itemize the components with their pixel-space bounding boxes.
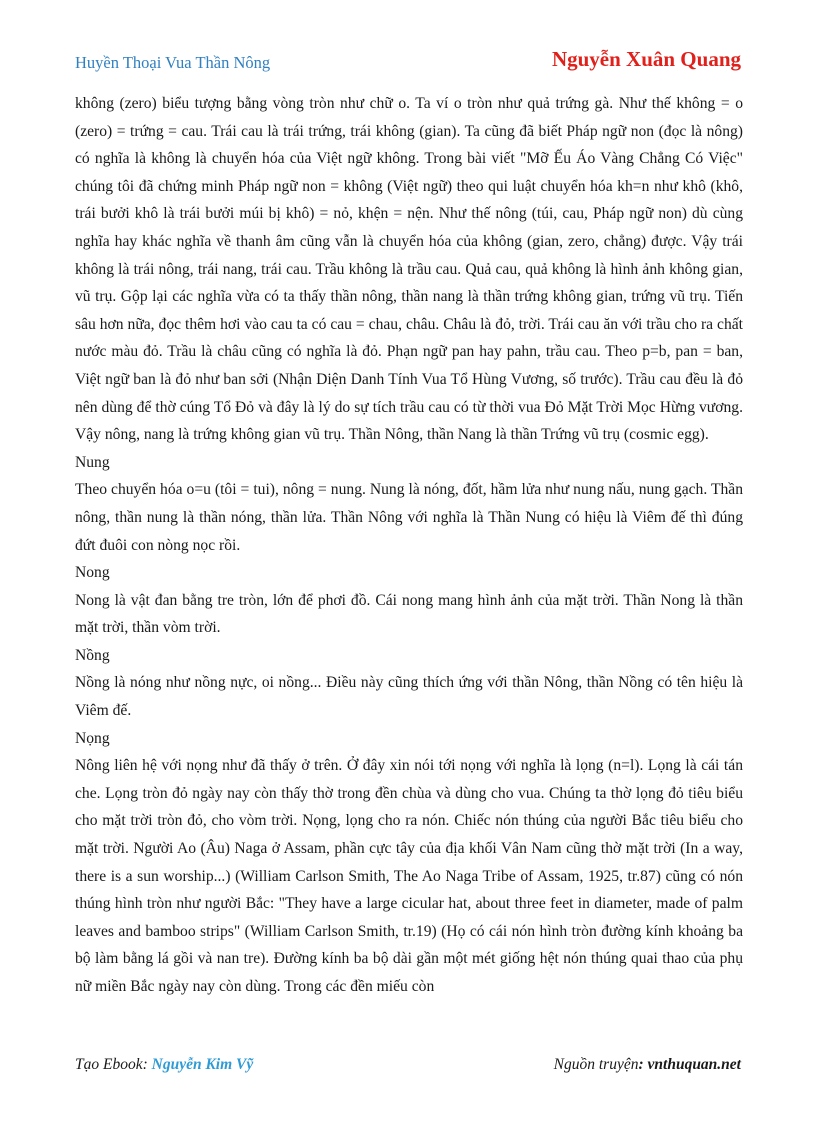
paragraph: không (zero) biểu tượng bằng vòng tròn như chữ o. Ta ví o tròn như quả trứng gà. Như thế không = o (zero) = trứng = cau. Trái cau là trái trứng, trái không (gian). Ta cũng đã biết Pháp ngữ non (đọc là nông) có nghĩa là không là chuyển hóa của Việt ngữ không. Trong bài viết "Mỡ Ếu Áo Vàng Chẳng Có Việc" chúng tôi đã chứng minh Pháp ngữ non = không (Việt ngữ) theo qui luật chuyển hóa kh=n như khô (khô, trái bưởi khô là trái bưởi múi bị khô) = nỏ, khện = nện. Như thế nông (túi, cau, Pháp ngữ non) dù cùng nghĩa hay khác nghĩa về thanh âm cũng vẫn là chuyển hóa của không (gian, zero, chẳng) được. Vậy trái không là trái nông, trái nang, trái cau. Trầu không là trầu cau. Quả cau, quả không là hình ảnh không gian, vũ trụ. Gộp lại các nghĩa vừa có ta thấy thần nông, thần nang là thần trứng không gian, trứng vũ trụ. Tiến sâu hơn nữa, đọc thêm hơi vào cau ta có cau = chau, châu. Châu là đỏ, trời. Trái cau ăn với trầu cho ra chất nước màu đỏ. Trầu là châu cũng có nghĩa là đỏ. Phạn ngữ pan hay pahn, trầu cau. Theo p=b, pan = ban, Việt ngữ ban là đỏ như ban sởi (Nhận Diện Danh Tính Vua Tổ Hùng Vương, số trước). Trầu cau đều là đỏ nên dùng để thờ cúng Tổ Đỏ và đây là lý do sự tích trầu cau có từ thời vua Đỏ Mặt Trời Mọc Hừng vương. Vậy nông, nang là trứng không gian vũ trụ. Thần Nông, thần Nang là thần Trứng vũ trụ (cosmic egg). bbox=[75, 95, 743, 444]
section-heading-nong-nang: Nọng bbox=[75, 729, 110, 747]
paragraph: Theo chuyển hóa o=u (tôi = tui), nông = nung. Nung là nóng, đốt, hầm lửa như nung nấu, nung gạch. Thần nông, thần nung là thần nóng, thần lửa. Thần Nông với nghĩa là Thần Nung có hiệu là Viêm đế thì đúng đứt đuôi con nòng nọc rồi. bbox=[75, 481, 743, 554]
ebook-label: Tạo Ebook bbox=[75, 1056, 143, 1073]
source-label: Nguồn truyện bbox=[553, 1056, 639, 1073]
paragraph: Nông liên hệ với nọng như đã thấy ở trên. Ở đây xin nói tới nọng với nghĩa là lọng (n=l). Lọng là cái tán che. Lọng tròn đỏ ngày nay còn thấy thờ trong đền chùa và dùng cho vua. Chúng ta thờ lọng đỏ tiêu biểu cho mặt trời tròn đỏ, cho vòm trời. Nọng, lọng cho ra nón. Chiếc nón thúng của người Bắc tiêu biểu cho mặt trời. Người Ao (Âu) Naga ở Assam, phần cực tây của địa khối Vân Nam cũng thờ mặt trời (In a way, there is a sun worship...) (William Carlson Smith, The Ao Naga Tribe of Assam, 1925, tr.87) cũng có nón thúng hình tròn như người Bắc: "They have a large cicular hat, about three feet in diameter, made of palm leaves and bamboo strips" (William Carlson Smith, tr.19) (Họ có cái nón hình tròn đường kính khoảng ba bộ làm bằng lá gồi và nan tre). Đường kính ba bộ dài gần một mét giống hệt nón thúng quai thao của phụ nữ miền Bắc ngày nay còn dùng. Trong các đền miếu còn bbox=[75, 757, 743, 995]
section-heading-nung: Nung bbox=[75, 453, 110, 471]
ebook-author: Nguyễn Kim Vỹ bbox=[151, 1056, 254, 1073]
section-heading-nong-huyen: Nồng bbox=[75, 646, 110, 664]
section-heading-nong: Nong bbox=[75, 564, 110, 582]
source-separator: : bbox=[638, 1056, 648, 1073]
body-text bbox=[75, 90, 743, 1001]
ebook-separator: : bbox=[142, 1056, 152, 1073]
book-title: Huyền Thoại Vua Thần Nông bbox=[75, 53, 271, 72]
source-credit bbox=[554, 1056, 741, 1074]
paragraph: Nồng là nóng như nồng nực, oi nồng... Điều này cũng thích ứng với thần Nông, thần Nồng có tên hiệu là Viêm đế. bbox=[75, 674, 743, 720]
page-header bbox=[0, 0, 816, 80]
page-footer bbox=[0, 1050, 816, 1080]
source-site: vnthuquan.net bbox=[647, 1056, 741, 1073]
author-name: Nguyễn Xuân Quang bbox=[551, 47, 741, 71]
paragraph: Nong là vật đan bằng tre tròn, lớn để phơi đồ. Cái nong mang hình ảnh của mặt trời. Thần Nong là thần mặt trời, thần vòm trời. bbox=[75, 591, 743, 637]
ebook-credit bbox=[75, 1056, 253, 1074]
